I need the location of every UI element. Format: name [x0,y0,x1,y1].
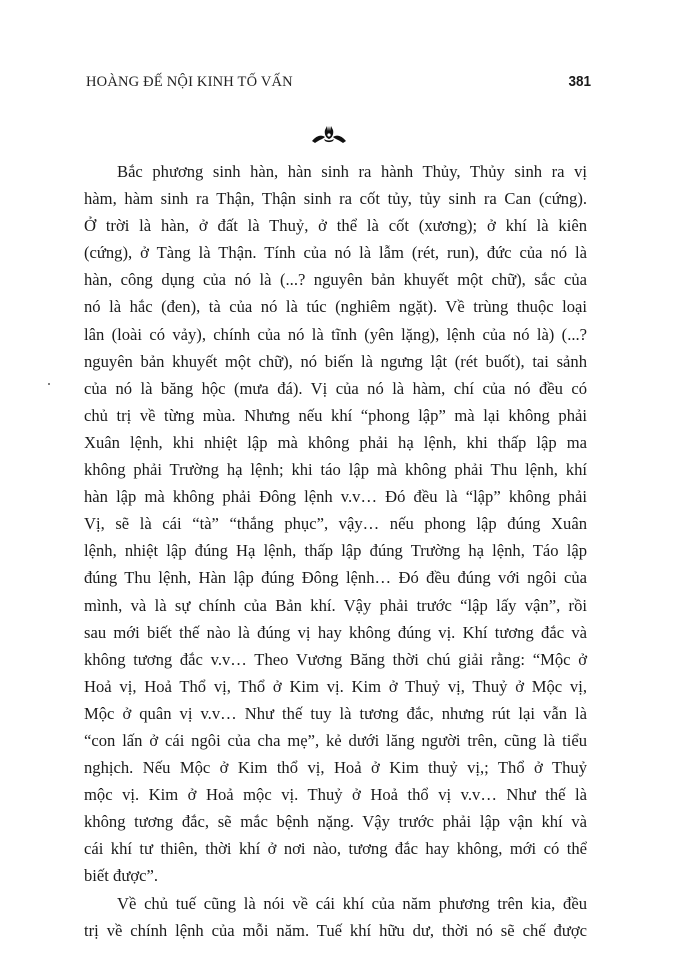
text-line: lân (loài có vảy), chính của nó là tĩnh (yên lặng), lệnh của nó là) (...? [84,324,587,344]
text-line: hàm, hàm sinh ra Thận, Thận sinh ra cốt tủy, tủy sinh ra Can (cứng). [84,189,587,209]
text-line: nguyên bản khuyết một chữ), nó biến là ngưng lật (rét buốt), tai sảnh [84,351,587,371]
text-line: Xuân lệnh, khi nhiệt lập mà không phải hạ lệnh, khi thấp lập ma [84,432,587,452]
text-line: không tương đắc, sẽ mắc bệnh nặng. Vậy trước phải lập vận khí và [84,812,587,832]
text-line: đúng Thu lệnh, Hàn lập đúng Đông lệnh… Đó đều đúng với ngôi của [84,568,587,588]
text-line: nó là hắc (đen), tà của nó là túc (nghiêm ngặt). Về trùng thuộc loại [84,297,587,317]
paragraph-1 [84,158,587,890]
running-header [86,74,591,96]
text-line: mộc vị. Kim ở Hoả mộc vị. Thuỷ ở Hoả thổ vị v.v… Như thế là [84,785,587,805]
text-line: Bắc phương sinh hàn, hàn sinh ra hành Thủy, Thủy sinh ra vị [117,162,587,181]
text-line: nghịch. Nếu Mộc ở Kim thổ vị, Hoả ở Kim thuỷ vị,; Thổ ở Thuỷ [84,758,587,778]
text-line: cái khí tư thiên, thời khí ở nơi nào, tương đắc hay không, mới có thể [84,839,587,859]
text-line: hàn lập mà không phải Đông lệnh v.v… Đó đều là “lập” không phải [84,487,587,507]
text-line: hàn, công dụng của nó là (...? nguyên bản khuyết một chữ), sắc của [84,270,587,290]
text-line: Vị, sẽ là cái “tà” “thắng phục”, vậy… nếu phong lập đúng Xuân [84,514,587,534]
text-line: sau mới biết thế nào là đúng vị hay không đúng vị. Khí tương đắc và [84,622,587,642]
text-line: Về chủ tuế cũng là nói về cái khí của năm phương trên kia, đều [117,893,587,913]
text-line: Ở trời là hàn, ở đất là Thuỷ, ở thể là cốt (xương); ở khí là kiên [84,216,587,236]
text-line: chủ trị về từng mùa. Nhưng nếu khí “phong lập” mà lại không phải [84,405,587,425]
running-header-title: HOÀNG ĐẾ NỘI KINH TỐ VẤN [86,74,293,90]
text-line: mình, và là sự chính của Bản khí. Vậy phải trước “lập lấy vận”, rồi [84,595,587,615]
text-line: biết được”. [84,866,158,886]
text-line: Hoả vị, Hoả Thổ vị, Thổ ở Kim vị. Kim ở Thuỷ vị, Thuỷ ở Mộc vị, [84,676,587,696]
text-line: không phải Trường hạ lệnh; khi táo lập mà không phải Thu lệnh, khí [84,460,587,480]
body-text [84,158,587,944]
text-line: (cứng), ở Tàng là Thận. Tính của nó là lẫm (rét, run), đức của nó là [84,243,587,263]
decorative-fleuron-icon [310,124,348,146]
text-line: “con lấn ở cái ngôi của cha mẹ”, kẻ dưới lăng người trên, cũng là tiểu [84,730,587,750]
text-line: Mộc ở quân vị v.v… Như thế tuy là tương đắc, nhưng rút lại vẫn là [84,703,587,723]
text-line: của nó là băng hộc (mưa đá). Vị của nó là hàm, chí của nó đều có [84,378,587,398]
scan-speck [48,383,50,385]
text-line: lệnh, nhiệt lập đúng Hạ lệnh, thấp lập đúng Trường hạ lệnh, Táo lập [84,541,587,561]
paragraph-2 [84,890,587,944]
text-line: không tương đắc v.v… Theo Vương Băng thời chú giải rằng: “Mộc ở [84,649,587,669]
page-number: 381 [568,73,591,90]
text-line: trị về chính lệnh của mỗi năm. Tuế khí hữu dư, thời nó sẽ chế được [84,920,587,940]
